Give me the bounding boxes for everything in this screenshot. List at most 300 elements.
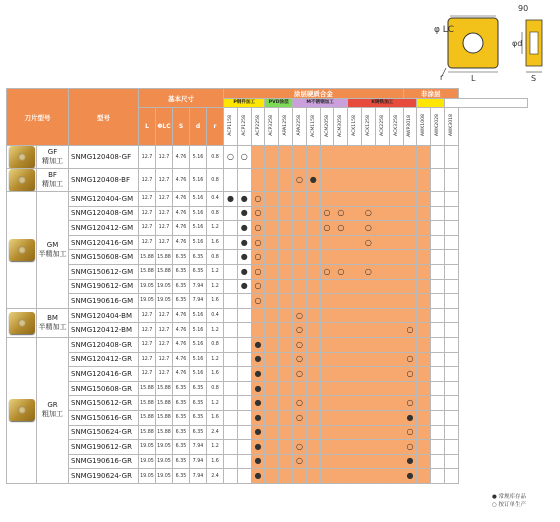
grade-mark-cell: ○ (334, 206, 348, 221)
model-cell: SNMG120408-GR (69, 337, 139, 352)
dim-cell-ic: 15.88 (156, 425, 173, 440)
grade-mark-cell (362, 381, 376, 396)
grade-mark-cell (444, 250, 458, 265)
grade-mark-cell (293, 264, 307, 279)
dim-cell-ic: 12.7 (156, 206, 173, 221)
table-row (7, 440, 528, 455)
grade-mark-cell (375, 235, 389, 250)
grade-mark-cell: ○ (293, 337, 307, 352)
grade-mark-cell: ○ (293, 396, 307, 411)
grade-mark-cell (334, 410, 348, 425)
grade-label: ACM2058 (324, 114, 330, 137)
dim-cell-r: 0.8 (207, 169, 224, 192)
model-cell: SNMG190616-GR (69, 454, 139, 469)
grade-mark-cell (389, 410, 403, 425)
grade-mark-cell: ● (237, 279, 251, 294)
grade-mark-cell (348, 264, 362, 279)
grade-mark-cell: ● (251, 337, 265, 352)
grade-label: ACP3258 (269, 115, 275, 136)
table-row (7, 425, 528, 440)
grade-mark-cell: ○ (293, 367, 307, 382)
grade-mark-cell: ○ (334, 221, 348, 236)
grade-label: ACK1158 (352, 115, 358, 136)
grade-mark-cell (417, 294, 431, 309)
grade-mark-cell (306, 337, 320, 352)
grade-mark-cell (265, 206, 279, 221)
dim-cell-s: 6.35 (173, 250, 190, 265)
dim-cell-s: 6.35 (173, 425, 190, 440)
grade-mark-cell (362, 323, 376, 338)
grade-mark-cell (237, 425, 251, 440)
grade-mark-cell (444, 235, 458, 250)
grade-label: ACP1258 (241, 115, 247, 136)
grade-mark-cell: ● (237, 192, 251, 207)
grade-mark-cell (375, 308, 389, 323)
grade-mark-cell (320, 440, 334, 455)
grade-mark-cell (431, 440, 445, 455)
grade-mark-cell (389, 396, 403, 411)
dim-cell-r: 1.2 (207, 396, 224, 411)
grade-mark-cell (306, 454, 320, 469)
grade-mark-cell (306, 235, 320, 250)
grade-mark-cell (362, 410, 376, 425)
grade-col-header (265, 108, 279, 146)
grade-mark-cell (320, 192, 334, 207)
grade-mark-cell (293, 206, 307, 221)
grade-mark-cell: ○ (320, 206, 334, 221)
grade-mark-cell (320, 146, 334, 169)
dim-cell-L: 15.88 (139, 264, 156, 279)
grade-mark-cell (348, 169, 362, 192)
grade-label: ACP1158 (227, 115, 233, 136)
grade-mark-cell (320, 308, 334, 323)
grade-mark-cell (362, 192, 376, 207)
coated-header: 涂层硬质合金 (224, 89, 404, 99)
insert-diagram (418, 2, 558, 84)
grade-mark-cell (403, 192, 417, 207)
dim-cell-r: 1.2 (207, 221, 224, 236)
dim-cell-r: 0.8 (207, 206, 224, 221)
grade-mark-cell (403, 146, 417, 169)
material-bar-label: P钢件加工 (224, 99, 264, 107)
grade-mark-cell (279, 146, 293, 169)
grade-mark-cell (320, 367, 334, 382)
grade-mark-cell (348, 206, 362, 221)
grade-mark-cell (348, 250, 362, 265)
grade-mark-cell (320, 410, 334, 425)
model-cell: SNMG150612-GR (69, 396, 139, 411)
grade-mark-cell: ○ (293, 454, 307, 469)
grade-mark-cell (306, 410, 320, 425)
dim-cell-r: 1.2 (207, 279, 224, 294)
grade-label: ACM1158 (310, 114, 316, 137)
table-row (7, 308, 528, 323)
grade-mark-cell: ○ (362, 235, 376, 250)
grade-mark-cell (224, 323, 238, 338)
grade-mark-cell (320, 352, 334, 367)
grade-mark-cell (431, 279, 445, 294)
grade-mark-cell (348, 396, 362, 411)
model-cell: SNMG120412-GM (69, 221, 139, 236)
grade-mark-cell (389, 146, 403, 169)
grade-mark-cell (431, 308, 445, 323)
material-bar-label: PVD涂层 (265, 99, 292, 107)
grade-mark-cell: ● (237, 206, 251, 221)
dim-cell-s: 6.35 (173, 396, 190, 411)
grade-mark-cell (417, 250, 431, 265)
table-row (7, 169, 528, 192)
model-cell: SNMG120416-GR (69, 367, 139, 382)
grade-mark-cell (279, 192, 293, 207)
grade-mark-cell (279, 425, 293, 440)
dim-col-header: d (190, 108, 207, 146)
grade-mark-cell (389, 294, 403, 309)
insert-hole-shape (463, 33, 483, 53)
grade-mark-cell: ○ (293, 308, 307, 323)
grade-mark-cell (306, 146, 320, 169)
dim-cell-ic: 19.05 (156, 469, 173, 484)
grade-mark-cell (348, 425, 362, 440)
grade-mark-cell (362, 425, 376, 440)
grade-mark-cell (279, 264, 293, 279)
grade-mark-cell (334, 192, 348, 207)
table-row (7, 454, 528, 469)
dim-cell-ic: 12.7 (156, 235, 173, 250)
grade-mark-cell (375, 367, 389, 382)
grade-mark-cell (237, 469, 251, 484)
grade-mark-cell: ● (251, 425, 265, 440)
table-row (7, 294, 528, 309)
dim-cell-L: 12.7 (139, 221, 156, 236)
grade-mark-cell: ○ (251, 206, 265, 221)
grade-mark-cell (431, 221, 445, 236)
grade-mark-cell (334, 279, 348, 294)
grade-mark-cell (279, 454, 293, 469)
grade-mark-cell (362, 294, 376, 309)
grade-mark-cell (362, 367, 376, 382)
table-row (7, 235, 528, 250)
grade-mark-cell (389, 337, 403, 352)
grade-mark-cell (306, 264, 320, 279)
grade-mark-cell (362, 337, 376, 352)
grade-mark-cell (389, 323, 403, 338)
grade-mark-cell (417, 469, 431, 484)
insert-spec-table (6, 88, 528, 484)
grade-mark-cell (293, 425, 307, 440)
grade-mark-cell (444, 352, 458, 367)
material-bar-1 (265, 99, 293, 108)
grade-mark-cell: ○ (237, 146, 251, 169)
dim-cell-ic: 15.88 (156, 264, 173, 279)
grade-mark-cell: ○ (403, 396, 417, 411)
grade-mark-cell (444, 367, 458, 382)
grade-mark-cell (417, 279, 431, 294)
dim-cell-r: 1.2 (207, 440, 224, 455)
dim-col-header: ΦLC (156, 108, 173, 146)
legend-order: ○ 按订单生产 (492, 502, 527, 508)
grade-mark-cell (224, 250, 238, 265)
grade-mark-cell (265, 146, 279, 169)
grade-mark-cell (375, 192, 389, 207)
grade-mark-cell (334, 235, 348, 250)
grade-mark-cell (444, 279, 458, 294)
grade-mark-cell (265, 469, 279, 484)
grade-mark-cell (293, 221, 307, 236)
dim-cell-L: 12.7 (139, 206, 156, 221)
grade-mark-cell (444, 469, 458, 484)
grade-mark-cell (444, 396, 458, 411)
grade-col-header (417, 108, 431, 146)
grade-mark-cell (389, 206, 403, 221)
grade-mark-cell (444, 440, 458, 455)
grade-mark-cell: ○ (293, 440, 307, 455)
grade-mark-cell (444, 146, 458, 169)
grade-mark-cell (293, 250, 307, 265)
grade-mark-cell (265, 279, 279, 294)
group-name-cell (37, 337, 69, 483)
grade-mark-cell (431, 367, 445, 382)
grade-mark-cell (375, 425, 389, 440)
grade-col-header (444, 108, 458, 146)
grade-mark-cell (320, 294, 334, 309)
insert-image-cell (7, 337, 37, 483)
grade-mark-cell (237, 352, 251, 367)
grade-mark-cell (224, 454, 238, 469)
grade-mark-cell (279, 308, 293, 323)
dim-cell-d: 5.16 (190, 337, 207, 352)
grade-mark-cell (403, 381, 417, 396)
grade-mark-cell (431, 454, 445, 469)
dim-cell-d: 7.94 (190, 469, 207, 484)
legend-stock: ● 常规库存品 (492, 494, 527, 500)
dim-cell-ic: 12.7 (156, 308, 173, 323)
dim-cell-ic: 12.7 (156, 337, 173, 352)
grade-mark-cell (293, 146, 307, 169)
grade-mark-cell: ○ (293, 169, 307, 192)
insert-icon (9, 239, 35, 261)
dim-cell-s: 6.35 (173, 454, 190, 469)
grade-mark-cell: ○ (362, 206, 376, 221)
table-row (7, 221, 528, 236)
grade-mark-cell (444, 294, 458, 309)
grade-mark-cell (320, 425, 334, 440)
grade-mark-cell (389, 169, 403, 192)
insert-icon (9, 169, 35, 191)
uncoated-header: 非涂层 (403, 89, 458, 99)
grade-mark-cell (417, 425, 431, 440)
group-name-cell (37, 169, 69, 192)
grade-mark-cell (306, 192, 320, 207)
grade-mark-cell (431, 206, 445, 221)
grade-mark-cell (251, 146, 265, 169)
grade-mark-cell (279, 279, 293, 294)
grade-col-header (237, 108, 251, 146)
grade-mark-cell (375, 146, 389, 169)
grade-mark-cell (320, 169, 334, 192)
grade-mark-cell (375, 279, 389, 294)
grade-mark-cell (320, 396, 334, 411)
dim-cell-r: 1.6 (207, 235, 224, 250)
grade-mark-cell (431, 146, 445, 169)
dim-cell-L: 12.7 (139, 192, 156, 207)
group-code: GR (47, 401, 58, 410)
group-name-cell (37, 146, 69, 169)
material-bar-label: K铸铁加工 (348, 99, 416, 107)
grade-mark-cell: ○ (320, 221, 334, 236)
grade-mark-cell (334, 294, 348, 309)
grade-mark-cell (237, 337, 251, 352)
grade-col-header (362, 108, 376, 146)
dim-cell-ic: 12.7 (156, 367, 173, 382)
group-code: GM (46, 240, 59, 249)
grade-mark-cell (444, 425, 458, 440)
grade-mark-cell (417, 206, 431, 221)
dim-cell-d: 7.94 (190, 454, 207, 469)
grade-mark-cell: ○ (293, 323, 307, 338)
dim-cell-s: 6.35 (173, 264, 190, 279)
grade-mark-cell: ○ (362, 221, 376, 236)
grade-mark-cell (431, 294, 445, 309)
dim-cell-r: 1.6 (207, 294, 224, 309)
grade-mark-cell (224, 352, 238, 367)
grade-mark-cell (389, 264, 403, 279)
grade-mark-cell (251, 308, 265, 323)
grade-label: ACK3258 (393, 115, 399, 136)
grade-mark-cell (334, 337, 348, 352)
grade-mark-cell (306, 367, 320, 382)
grade-mark-cell (417, 221, 431, 236)
table-row (7, 352, 528, 367)
model-header: 型号 (69, 89, 139, 146)
grade-mark-cell (334, 425, 348, 440)
table-row (7, 192, 528, 207)
grade-mark-cell (320, 250, 334, 265)
grade-mark-cell (417, 454, 431, 469)
grade-mark-cell (293, 294, 307, 309)
dim-cell-r: 0.4 (207, 192, 224, 207)
dim-cell-ic: 12.7 (156, 146, 173, 169)
material-bar-0 (224, 99, 265, 108)
grade-mark-cell (293, 192, 307, 207)
grade-mark-cell (279, 469, 293, 484)
grade-mark-cell (334, 454, 348, 469)
grade-mark-cell (362, 454, 376, 469)
grade-mark-cell (279, 169, 293, 192)
grade-mark-cell: ● (251, 396, 265, 411)
grade-mark-cell: ○ (320, 264, 334, 279)
grade-mark-cell (389, 352, 403, 367)
grade-mark-cell (362, 308, 376, 323)
grade-mark-cell (279, 352, 293, 367)
model-cell: SNMG190612-GR (69, 440, 139, 455)
grade-mark-cell (279, 235, 293, 250)
grade-mark-cell (375, 352, 389, 367)
dim-cell-L: 12.7 (139, 367, 156, 382)
grade-mark-cell (417, 192, 431, 207)
r-label: r (440, 73, 444, 82)
grade-mark-cell (417, 323, 431, 338)
dim-cell-d: 5.16 (190, 169, 207, 192)
grade-mark-cell (334, 396, 348, 411)
grade-mark-cell: ○ (334, 264, 348, 279)
grade-mark-cell (389, 250, 403, 265)
grade-mark-cell (431, 381, 445, 396)
grade-col-header (334, 108, 348, 146)
grade-mark-cell (279, 367, 293, 382)
model-cell: SNMG190624-GR (69, 469, 139, 484)
model-cell: SNMG120408-GF (69, 146, 139, 169)
grade-label: AWK2028 (435, 114, 441, 137)
grade-mark-cell: ○ (403, 323, 417, 338)
grade-mark-cell (279, 206, 293, 221)
grade-mark-cell (293, 279, 307, 294)
model-cell: SNMG120416-GM (69, 235, 139, 250)
grade-mark-cell (237, 396, 251, 411)
grade-mark-cell (320, 469, 334, 484)
grade-col-header (320, 108, 334, 146)
grade-mark-cell (306, 469, 320, 484)
grade-mark-cell (431, 410, 445, 425)
grade-mark-cell (224, 396, 238, 411)
grade-mark-cell: ○ (403, 352, 417, 367)
grade-mark-cell (279, 294, 293, 309)
grade-mark-cell (237, 410, 251, 425)
grade-mark-cell (237, 367, 251, 382)
grade-col-header (431, 108, 445, 146)
grade-mark-cell (362, 469, 376, 484)
dim-cell-s: 4.76 (173, 308, 190, 323)
grade-mark-cell (362, 169, 376, 192)
material-bar-3 (348, 99, 417, 108)
uncoated-bar (444, 99, 527, 108)
grade-mark-cell (334, 323, 348, 338)
dim-cell-s: 6.35 (173, 410, 190, 425)
dim-cell-r: 2.4 (207, 425, 224, 440)
grade-mark-cell (224, 235, 238, 250)
model-cell: SNMG120404-BM (69, 308, 139, 323)
grade-mark-cell (403, 264, 417, 279)
grade-mark-cell (265, 192, 279, 207)
dim-cell-s: 6.35 (173, 279, 190, 294)
table-row (7, 146, 528, 169)
insert-image-cell (7, 146, 37, 169)
grade-mark-cell (375, 169, 389, 192)
grade-mark-cell (265, 308, 279, 323)
grade-mark-cell (375, 250, 389, 265)
table-row (7, 323, 528, 338)
dim-cell-d: 7.94 (190, 294, 207, 309)
group-code: GF (47, 148, 58, 156)
insert-icon (9, 146, 35, 168)
grade-mark-cell (320, 454, 334, 469)
dim-cell-r: 2.4 (207, 469, 224, 484)
grade-mark-cell (403, 279, 417, 294)
grade-col-header (403, 108, 417, 146)
grade-col-header (224, 108, 238, 146)
grade-mark-cell (389, 279, 403, 294)
grade-mark-cell (403, 294, 417, 309)
dim-col-header: r (207, 108, 224, 146)
grade-mark-cell (224, 425, 238, 440)
dim-cell-d: 5.16 (190, 367, 207, 382)
grade-col-header (389, 108, 403, 146)
grade-mark-cell: ● (251, 381, 265, 396)
dim-cell-r: 1.2 (207, 352, 224, 367)
grade-mark-cell (334, 367, 348, 382)
grade-mark-cell (431, 469, 445, 484)
dim-cell-ic: 19.05 (156, 294, 173, 309)
table-row (7, 469, 528, 484)
